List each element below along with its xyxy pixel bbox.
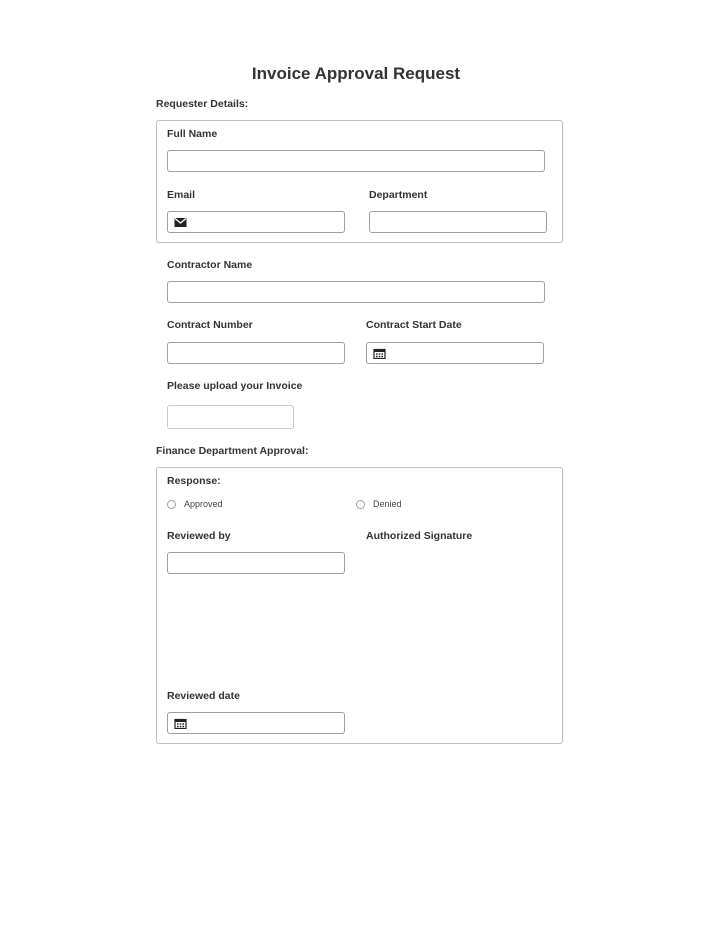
calendar-icon <box>174 718 187 729</box>
contract-number-label: Contract Number <box>167 319 253 331</box>
upload-label: Please upload your Invoice <box>167 380 303 392</box>
full-name-label: Full Name <box>167 128 218 140</box>
denied-option-label: Denied <box>373 499 402 509</box>
reviewed-date-field[interactable] <box>167 712 345 734</box>
signature-pad[interactable] <box>366 552 546 672</box>
department-label: Department <box>369 189 428 201</box>
reviewed-date-label: Reviewed date <box>167 690 240 702</box>
page-title: Invoice Approval Request <box>251 64 461 83</box>
reviewed-by-label: Reviewed by <box>167 530 231 542</box>
contractor-name-input[interactable] <box>167 281 545 303</box>
envelope-icon <box>174 217 187 228</box>
department-input[interactable] <box>369 211 547 233</box>
email-field[interactable] <box>167 211 345 233</box>
invoice-upload-button[interactable] <box>167 405 294 429</box>
authorized-signature-label: Authorized Signature <box>366 530 473 542</box>
reviewed-by-input[interactable] <box>167 552 345 574</box>
calendar-icon <box>373 348 386 359</box>
requester-section-label: Requester Details: <box>156 98 249 110</box>
full-name-input[interactable] <box>167 150 545 172</box>
contract-number-input[interactable] <box>167 342 345 364</box>
approved-radio[interactable] <box>167 500 176 509</box>
approved-option-label: Approved <box>184 499 223 509</box>
email-label: Email <box>167 189 196 201</box>
finance-section-label: Finance Department Approval: <box>156 445 309 457</box>
contractor-name-label: Contractor Name <box>167 259 253 271</box>
contract-start-date-label: Contract Start Date <box>366 319 462 331</box>
denied-radio[interactable] <box>356 500 365 509</box>
contract-start-date-field[interactable] <box>366 342 544 364</box>
response-label: Response: <box>167 475 221 487</box>
